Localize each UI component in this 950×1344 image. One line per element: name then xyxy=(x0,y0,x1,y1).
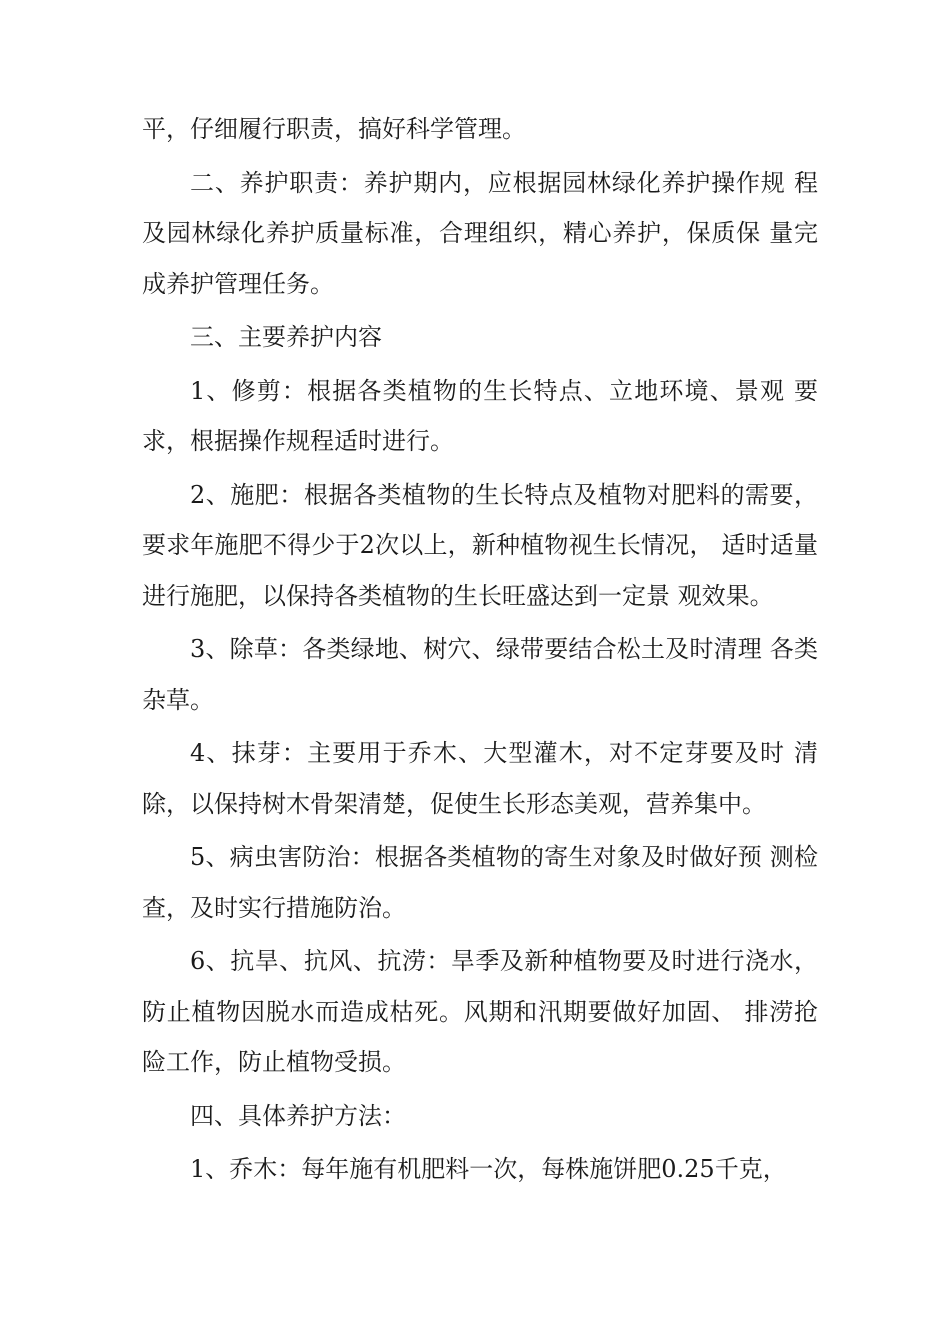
paragraph-fertilizing: 2、施肥：根据各类植物的生长特点及植物对肥料的需要，要求年施肥不得少于2次以上，新种植物视生长情况， 适时适量进行施肥，以保持各类植物的生长旺盛达到一定景 观效果。 xyxy=(142,480,818,610)
section-heading-methods: 四、具体养护方法： xyxy=(190,1101,406,1130)
paragraph-bud-removal: 4、抹芽：主要用于乔木、大型灌木，对不定芽要及时 清除，以保持树木骨架清楚，促使生长形态美观，营养集中。 xyxy=(142,739,818,818)
section-heading-main-content: 三、主要养护内容 xyxy=(190,323,382,351)
paragraph-weeding: 3、除草：各类绿地、树穴、绿带要结合松土及时清理 各类杂草。 xyxy=(142,635,818,714)
paragraph-maintenance-duties: 二、养护职责：养护期内，应根据园林绿化养护操作规 程及园林绿化养护质量标准，合理组织，精心养护，保质保 量完成养护管理任务。 xyxy=(142,168,818,298)
paragraph-pruning: 1、修剪：根据各类植物的生长特点、立地环境、景观 要求，根据操作规程适时进行。 xyxy=(142,376,818,455)
paragraph-drought-wind-flood: 6、抗旱、抗风、抗涝：旱季及新种植物要及时进行浇水，防止植物因脱水而造成枯死。风期和汛期要做好加固、 排涝抢险工作，防止植物受损。 xyxy=(142,947,818,1076)
paragraph-pest-control: 5、病虫害防治：根据各类植物的寄生对象及时做好预 测检查，及时实行措施防治。 xyxy=(142,843,818,922)
document-body xyxy=(142,104,818,1198)
paragraph-continuation: 平，仔细履行职责，搞好科学管理。 xyxy=(142,115,526,143)
paragraph-trees: 1、乔木：每年施有机肥料一次，每株施饼肥0.25千克， xyxy=(190,1155,787,1183)
